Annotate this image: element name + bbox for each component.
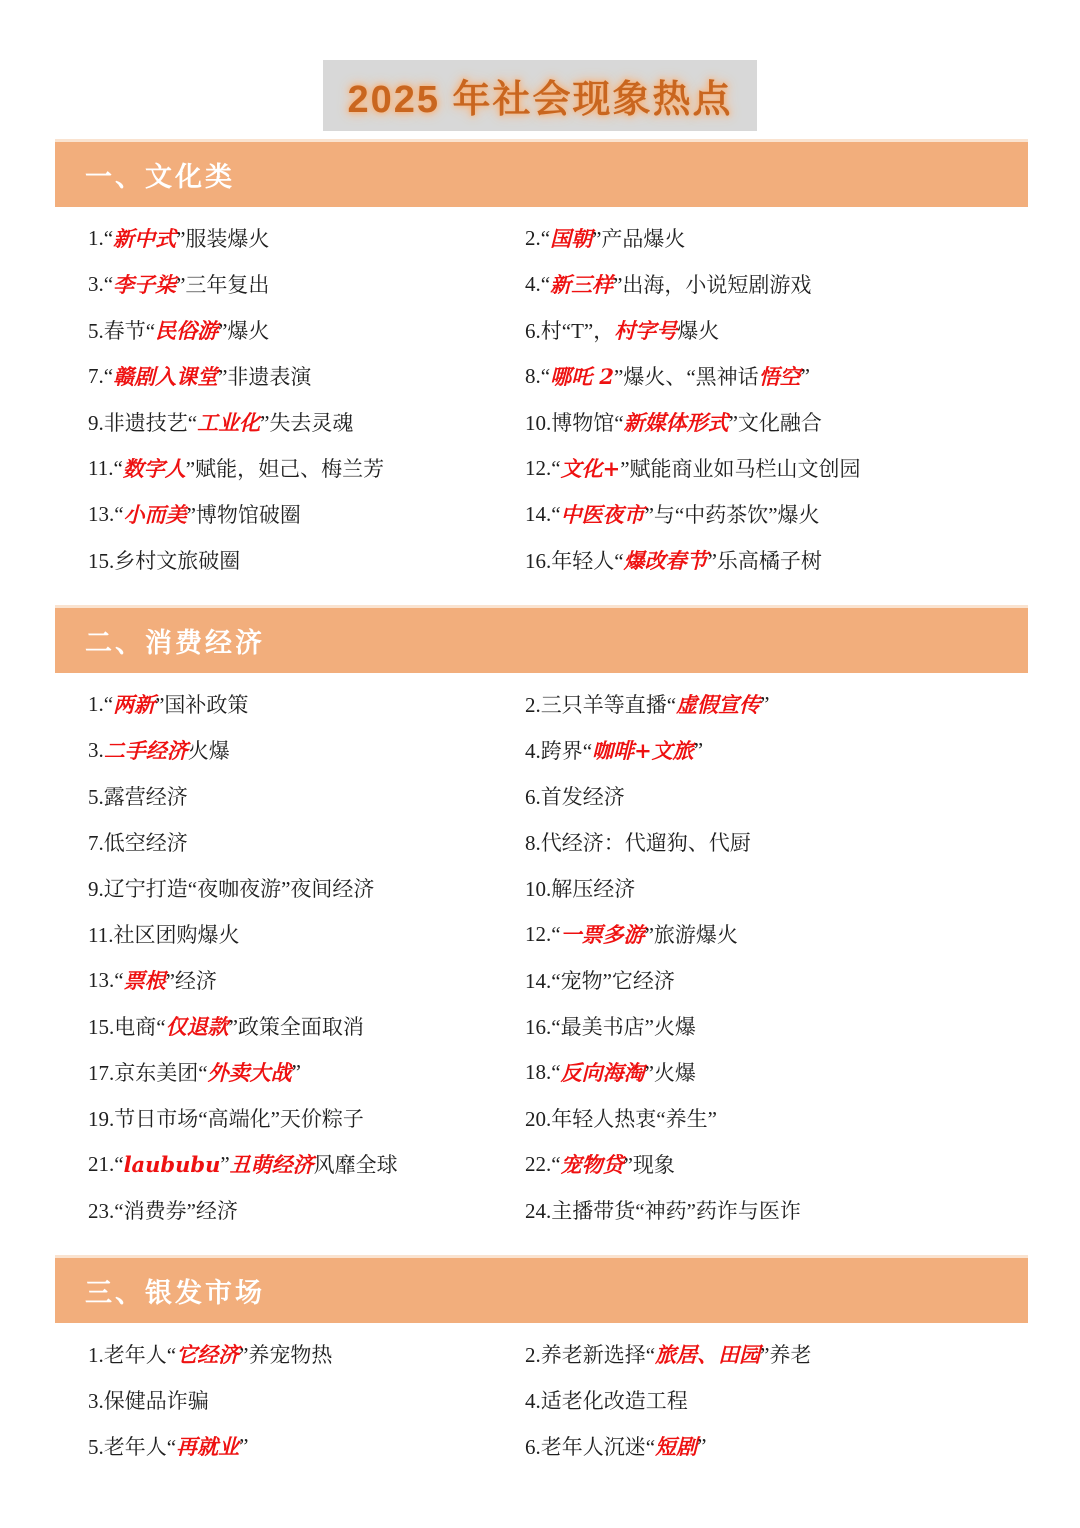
red-emphasis-text: laububu (123, 1151, 221, 1177)
text-segment: 3. (88, 737, 104, 762)
list-item (525, 1141, 1060, 1187)
red-emphasis-text: 小而美 (123, 502, 187, 527)
red-emphasis-text: 仅退款 (165, 1014, 229, 1039)
list-item (88, 1095, 525, 1141)
text-segment: ”现象 (623, 1153, 675, 1177)
text-segment: 21.“ (88, 1151, 124, 1176)
list-item (88, 353, 525, 399)
sections-container (0, 139, 1080, 1483)
text-segment: 1.老年人“ (88, 1343, 177, 1367)
text-segment: 11.“ (88, 455, 123, 480)
red-emphasis-text: 丑萌经济 (229, 1152, 314, 1177)
text-segment: 6.老年人沉迷“ (525, 1435, 656, 1459)
list-item (525, 681, 1060, 727)
list-item (88, 1187, 525, 1233)
text-segment: ”赋能商业如马栏山文创园 (620, 457, 861, 481)
section-2 (0, 605, 1080, 1247)
text-segment: ”旅游爆火 (644, 923, 738, 947)
red-emphasis-text: 数字人 (122, 456, 186, 481)
red-emphasis-text: 工业化 (197, 410, 261, 435)
text-segment: 16.“最美书店”火爆 (525, 1015, 696, 1039)
text-segment: ”政策全面取消 (228, 1015, 364, 1039)
list-item (88, 491, 525, 537)
text-segment: ” (693, 737, 704, 762)
section-heading-bar (55, 139, 1028, 207)
section-items (0, 207, 1080, 597)
list-item (525, 911, 1060, 957)
list-item (525, 1003, 1060, 1049)
list-item (88, 819, 525, 865)
list-item (525, 773, 1060, 819)
text-segment: 4.适老化改造工程 (525, 1389, 688, 1413)
text-segment: ”失去灵魂 (260, 411, 354, 435)
section-heading-bar (55, 1255, 1028, 1323)
list-item (88, 1331, 525, 1377)
text-segment: 3.保健品诈骗 (88, 1389, 209, 1413)
list-item (525, 1423, 1060, 1469)
text-segment: 12.“ (525, 921, 561, 946)
list-item (525, 215, 1060, 261)
section-1 (0, 139, 1080, 597)
red-emphasis-text: 旅居、田园 (655, 1342, 761, 1367)
text-segment: ”养老 (760, 1343, 812, 1367)
text-segment: 4.跨界“ (525, 739, 593, 763)
list-item (88, 1141, 525, 1187)
red-emphasis-text: 国朝 (550, 226, 593, 251)
text-segment: 2.“ (525, 225, 551, 250)
red-emphasis-text: 新中式 (113, 226, 177, 251)
red-emphasis-text: 宠物贷 (560, 1152, 624, 1177)
list-item (88, 399, 525, 445)
red-emphasis-text: 文化+ (560, 456, 621, 481)
red-emphasis-text: 反向海淘 (560, 1060, 645, 1085)
text-segment: 风靡全球 (313, 1153, 398, 1177)
section-heading: 二、消费经济 (85, 628, 265, 658)
list-item (525, 399, 1060, 445)
list-item (525, 1187, 1060, 1233)
red-emphasis-text: 咖啡+文旅 (592, 738, 694, 763)
list-item (525, 445, 1060, 491)
list-item (525, 957, 1060, 1003)
section-3 (0, 1255, 1080, 1483)
text-segment: ” (760, 691, 770, 716)
list-item (88, 215, 525, 261)
list-item (88, 681, 525, 727)
text-segment: 6.村“T”， (525, 319, 615, 343)
text-segment: ”博物馆破圈 (186, 503, 301, 527)
text-segment: 8.代经济：代遛狗、代厨 (525, 831, 751, 855)
red-emphasis-text: 再就业 (176, 1434, 240, 1459)
text-segment: 10.解压经济 (525, 877, 636, 901)
text-segment: ”与“中药茶饮”爆火 (644, 503, 820, 527)
text-segment: ” (220, 1151, 230, 1176)
red-emphasis-text: 新三样 (550, 272, 614, 297)
text-segment: 火爆 (187, 739, 230, 763)
text-segment: ”产品爆火 (592, 227, 686, 251)
text-segment: ”乐高橘子树 (707, 549, 822, 573)
text-segment: 爆火 (677, 319, 720, 343)
list-item (88, 957, 525, 1003)
red-emphasis-text: 哪吒 2 (550, 364, 615, 389)
text-segment: 17.京东美团“ (88, 1061, 208, 1085)
text-segment: 14.“宠物”它经济 (525, 969, 675, 993)
list-item (525, 261, 1060, 307)
list-item (525, 537, 1060, 583)
red-emphasis-text: 中医夜市 (560, 502, 645, 527)
list-item (88, 865, 525, 911)
section-items (0, 1323, 1080, 1483)
list-item (525, 307, 1060, 353)
red-emphasis-text: 二手经济 (103, 738, 188, 763)
text-segment: ”服装爆火 (176, 227, 270, 251)
list-item (88, 445, 525, 491)
text-segment: ”爆火 (218, 319, 270, 343)
red-emphasis-text: 新媒体形式 (623, 410, 729, 435)
list-item (525, 819, 1060, 865)
red-emphasis-text: 民俗游 (155, 318, 219, 343)
title-bar (0, 0, 1080, 131)
text-segment: 7.低空经济 (88, 831, 188, 855)
red-emphasis-text: 悟空 (758, 364, 801, 389)
list-item (88, 307, 525, 353)
text-segment: ”爆火、“黑神话 (614, 365, 759, 389)
text-segment: 2.三只羊等直播“ (525, 693, 677, 717)
list-item (88, 1003, 525, 1049)
text-segment: 13.“ (88, 967, 124, 992)
red-emphasis-text: 两新 (113, 692, 156, 717)
text-segment: 23.“消费券”经济 (88, 1199, 238, 1223)
text-segment: 6.首发经济 (525, 785, 625, 809)
red-emphasis-text: 爆改春节 (623, 548, 708, 573)
text-segment: 16.年轻人“ (525, 549, 624, 573)
text-segment: ”三年复出 (176, 273, 270, 297)
text-segment: 9.辽宁打造“夜咖夜游”夜间经济 (88, 877, 375, 901)
text-segment: 1.“ (88, 225, 114, 250)
text-segment: 5.露营经济 (88, 785, 188, 809)
section-items (0, 673, 1080, 1247)
list-item (88, 261, 525, 307)
text-segment: 14.“ (525, 501, 561, 526)
text-segment: ”经济 (165, 969, 217, 993)
text-segment: 3.“ (88, 271, 114, 296)
text-segment: 12.“ (525, 455, 561, 480)
red-emphasis-text: 短剧 (655, 1434, 698, 1459)
text-segment: 1.“ (88, 691, 114, 716)
text-segment: ”火爆 (644, 1061, 696, 1085)
section-heading: 三、银发市场 (85, 1278, 265, 1308)
list-item (525, 353, 1060, 399)
text-segment: 15.乡村文旅破圈 (88, 549, 241, 573)
red-emphasis-text: 赣剧入课堂 (113, 364, 219, 389)
text-segment: ”出海，小说短剧游戏 (613, 273, 812, 297)
text-segment: 8.“ (525, 363, 551, 388)
red-emphasis-text: 外卖大战 (207, 1060, 292, 1085)
text-segment: 5.老年人“ (88, 1435, 177, 1459)
text-segment: 18.“ (525, 1059, 561, 1084)
text-segment: 19.节日市场“高端化”天价粽子 (88, 1107, 364, 1131)
text-segment: 24.主播带货“神药”药诈与医诈 (525, 1199, 801, 1223)
text-segment: ”文化融合 (728, 411, 822, 435)
list-item (525, 1331, 1060, 1377)
list-item (88, 1423, 525, 1469)
section-heading-bar (55, 605, 1028, 673)
text-segment: 4.“ (525, 271, 551, 296)
list-item (88, 911, 525, 957)
list-item (88, 1377, 525, 1423)
text-segment: 7.“ (88, 363, 114, 388)
text-segment: 13.“ (88, 501, 124, 526)
red-emphasis-text: 票根 (123, 968, 166, 993)
red-emphasis-text: 虚假宣传 (676, 692, 761, 717)
text-segment: 9.非遗技艺“ (88, 411, 198, 435)
red-emphasis-text: 李子柒 (113, 272, 177, 297)
section-heading: 一、文化类 (85, 162, 235, 192)
list-item (525, 865, 1060, 911)
list-item (88, 773, 525, 819)
text-segment: ” (239, 1433, 249, 1458)
text-segment: ” (800, 363, 810, 388)
list-item (88, 727, 525, 773)
list-item (525, 491, 1060, 537)
text-segment: ” (697, 1433, 707, 1458)
text-segment: ”非遗表演 (218, 365, 312, 389)
text-segment: 22.“ (525, 1151, 561, 1176)
red-emphasis-text: 它经济 (176, 1342, 240, 1367)
text-segment: ”养宠物热 (239, 1343, 333, 1367)
list-item (88, 537, 525, 583)
red-emphasis-text: 一票多游 (560, 922, 645, 947)
text-segment: 20.年轻人热衷“养生” (525, 1107, 717, 1131)
text-segment: 2.养老新选择“ (525, 1343, 656, 1367)
text-segment: ”国补政策 (155, 693, 249, 717)
list-item (525, 727, 1060, 773)
list-item (88, 1049, 525, 1095)
list-item (525, 1049, 1060, 1095)
red-emphasis-text: 村字号 (614, 318, 678, 343)
text-segment: 5.春节“ (88, 319, 156, 343)
text-segment: 10.博物馆“ (525, 411, 624, 435)
text-segment: ”赋能，妲己、梅兰芳 (185, 457, 385, 481)
list-item (525, 1377, 1060, 1423)
list-item (525, 1095, 1060, 1141)
text-segment: 15.电商“ (88, 1015, 166, 1039)
text-segment: ” (291, 1059, 301, 1084)
page-title: 2025 年社会现象热点 (323, 60, 756, 131)
text-segment: 11.社区团购爆火 (88, 923, 240, 947)
